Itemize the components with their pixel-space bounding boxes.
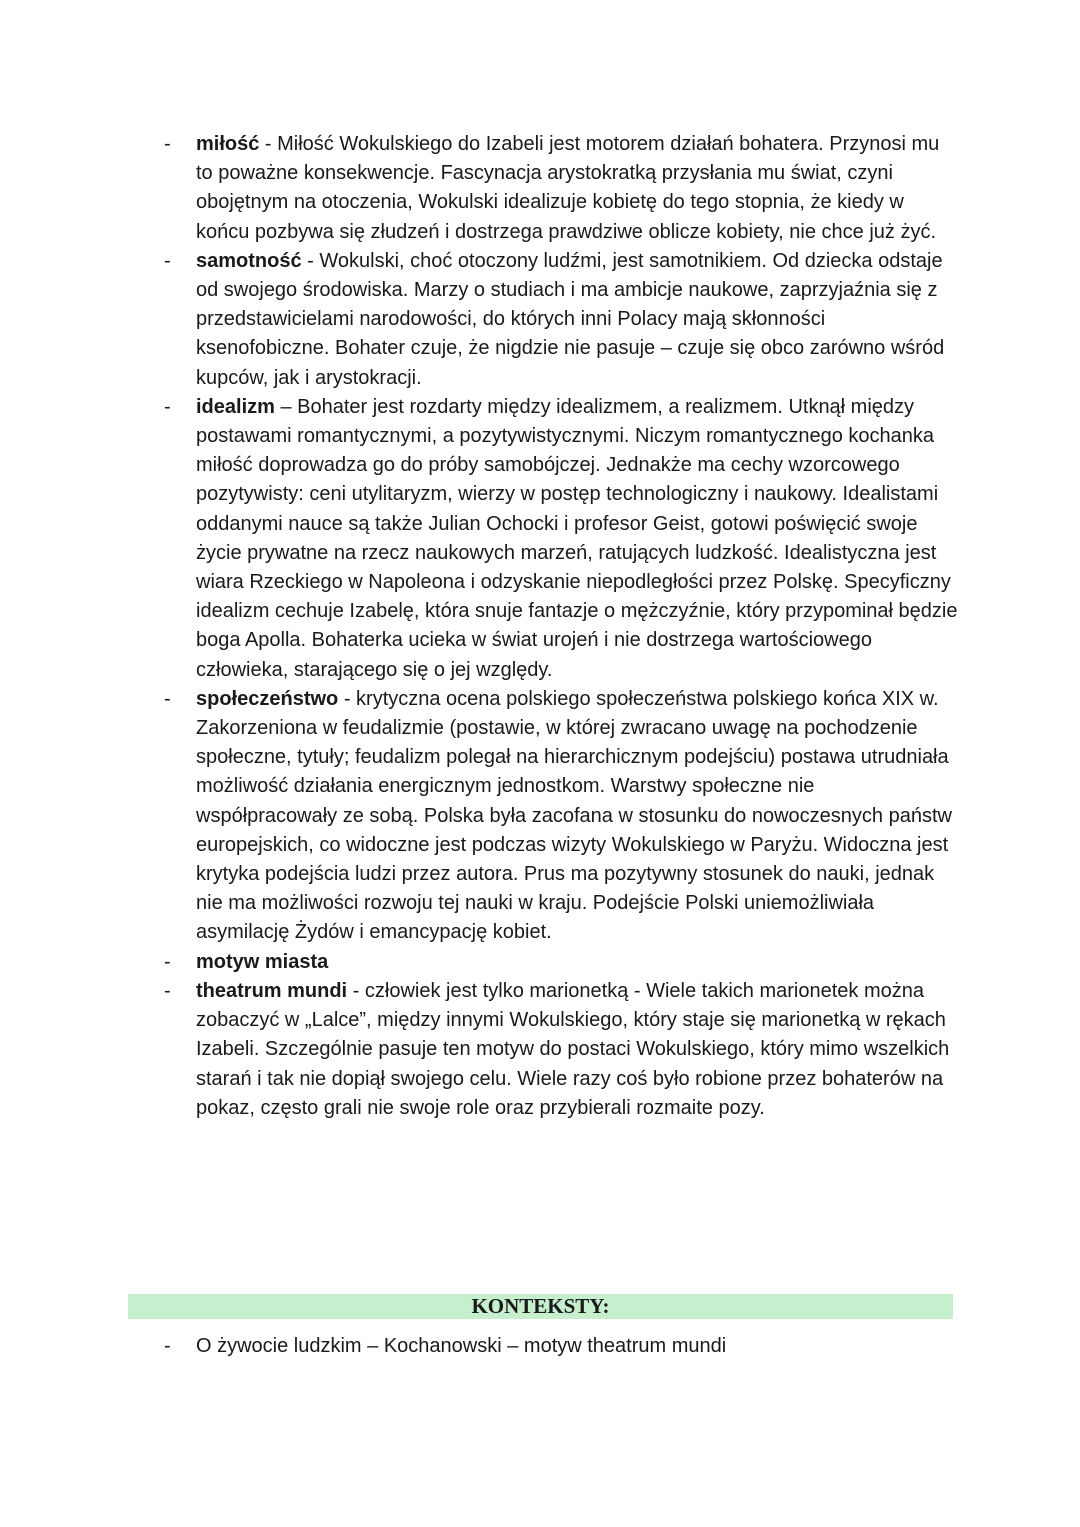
list-bullet: -	[164, 395, 171, 418]
motif-description: - Miłość Wokulskiego do Izabeli jest motorem działań bohatera. Przynosi mu to poważne konsekwencje. Fascynacja arystokratką przysłania mu świat, czyni obojętnym na otoczenia, Wokulski idealizuje kobietę do tego stopnia, że kiedy w końcu pozbywa się złudzeń i dostrzega prawdziwe oblicze kobiety, nie chce już żyć.	[196, 133, 940, 243]
motif-description: - człowiek jest tylko marionetką - Wiele takich marionetek można zobaczyć w „Lalce”, między innymi Wokulskiego, który staje się marionetką w rękach Izabeli. Szczególnie pasuje ten motyw do postaci Wokulskiego, który mimo wszelkich starań i tak nie dopiął swojego celu. Wiele razy coś było robione przez bohaterów na pokaz, często grali nie swoje role oraz przybierali rozmaite pozy.	[196, 979, 950, 1119]
motif-term: samotność	[196, 249, 302, 272]
context-text: O żywocie ludzkim – Kochanowski – motyw theatrum mundi	[196, 1335, 727, 1357]
context-item	[160, 1332, 960, 1361]
list-bullet: -	[164, 133, 171, 155]
motif-item-theatrum-mundi	[160, 977, 960, 1123]
motif-item-milosc	[160, 130, 960, 247]
list-bullet: -	[164, 979, 171, 1002]
list-bullet: -	[164, 687, 171, 710]
motif-term: społeczeństwo	[196, 687, 339, 710]
motif-term: theatrum mundi	[196, 979, 348, 1002]
motif-item-idealizm	[160, 393, 960, 685]
motif-term: idealizm	[196, 395, 275, 418]
motif-list	[160, 130, 960, 1123]
list-bullet: -	[164, 950, 171, 973]
motif-term: motyw miasta	[196, 950, 329, 973]
motif-item-spoleczenstwo	[160, 685, 960, 948]
list-bullet: -	[164, 1335, 171, 1357]
motif-term: miłość	[196, 133, 260, 155]
motif-description: - krytyczna ocena polskiego społeczeństwa polskiego końca XIX w. Zakorzeniona w feudalizmie (postawie, w której zwracano uwagę na pochodzenie społeczne, tytuły; feudalizm polegał na hierarchicznym podejściu) postawa utrudniała możliwość działania energicznym jednostkom. Warstwy społeczne nie współpracowały ze sobą. Polska była zacofana w stosunku do nowoczesnych państw europejskich, co widoczne jest podczas wizyty Wokulskiego w Paryżu. Widoczna jest krytyka podejścia ludzi przez autora. Prus ma pozytywny stosunek do nauki, jednak nie ma możliwości rozwoju tej nauki w kraju. Podejście Polski uniemożliwiała asymilację Żydów i emancypację kobiet.	[196, 687, 952, 944]
motif-description: – Bohater jest rozdarty między idealizmem, a realizmem. Utknął między postawami romantycznymi, a pozytywistycznymi. Niczym romantycznego kochanka miłość doprowadza go do próby samobójczej. Jednakże ma cechy wzorcowego pozytywisty: ceni utylitaryzm, wierzy w postęp technologiczny i naukowy. Idealistami oddanymi nauce są także Julian Ochocki i profesor Geist, gotowi poświęcić swoje życie prywatne na rzecz naukowych marzeń, ratujących ludzkość. Idealistyczna jest wiara Rzeckiego w Napoleona i odzyskanie niepodległości przez Polskę. Specyficzny idealizm cechuje Izabelę, która snuje fantazje o mężczyźnie, który przypominał będzie boga Apolla. Bohaterka ucieka w świat urojeń i nie dostrzega wartościowego człowieka, starającego się o jej względy.	[196, 395, 958, 681]
context-list	[160, 1332, 960, 1361]
motif-item-samotnosc	[160, 247, 960, 393]
motif-item-motyw-miasta	[160, 948, 960, 977]
motif-description: - Wokulski, choć otoczony ludźmi, jest samotnikiem. Od dziecka odstaje od swojego środowiska. Marzy o studiach i ma ambicje naukowe, zaprzyjaźnia się z przedstawicielami narodowości, do których inni Polacy mają skłonności ksenofobiczne. Bohater czuje, że nigdzie nie pasuje – czuje się obco zarówno wśród kupców, jak i arystokracji.	[196, 249, 945, 389]
list-bullet: -	[164, 249, 171, 272]
contexts-heading: KONTEKSTY:	[128, 1294, 953, 1319]
